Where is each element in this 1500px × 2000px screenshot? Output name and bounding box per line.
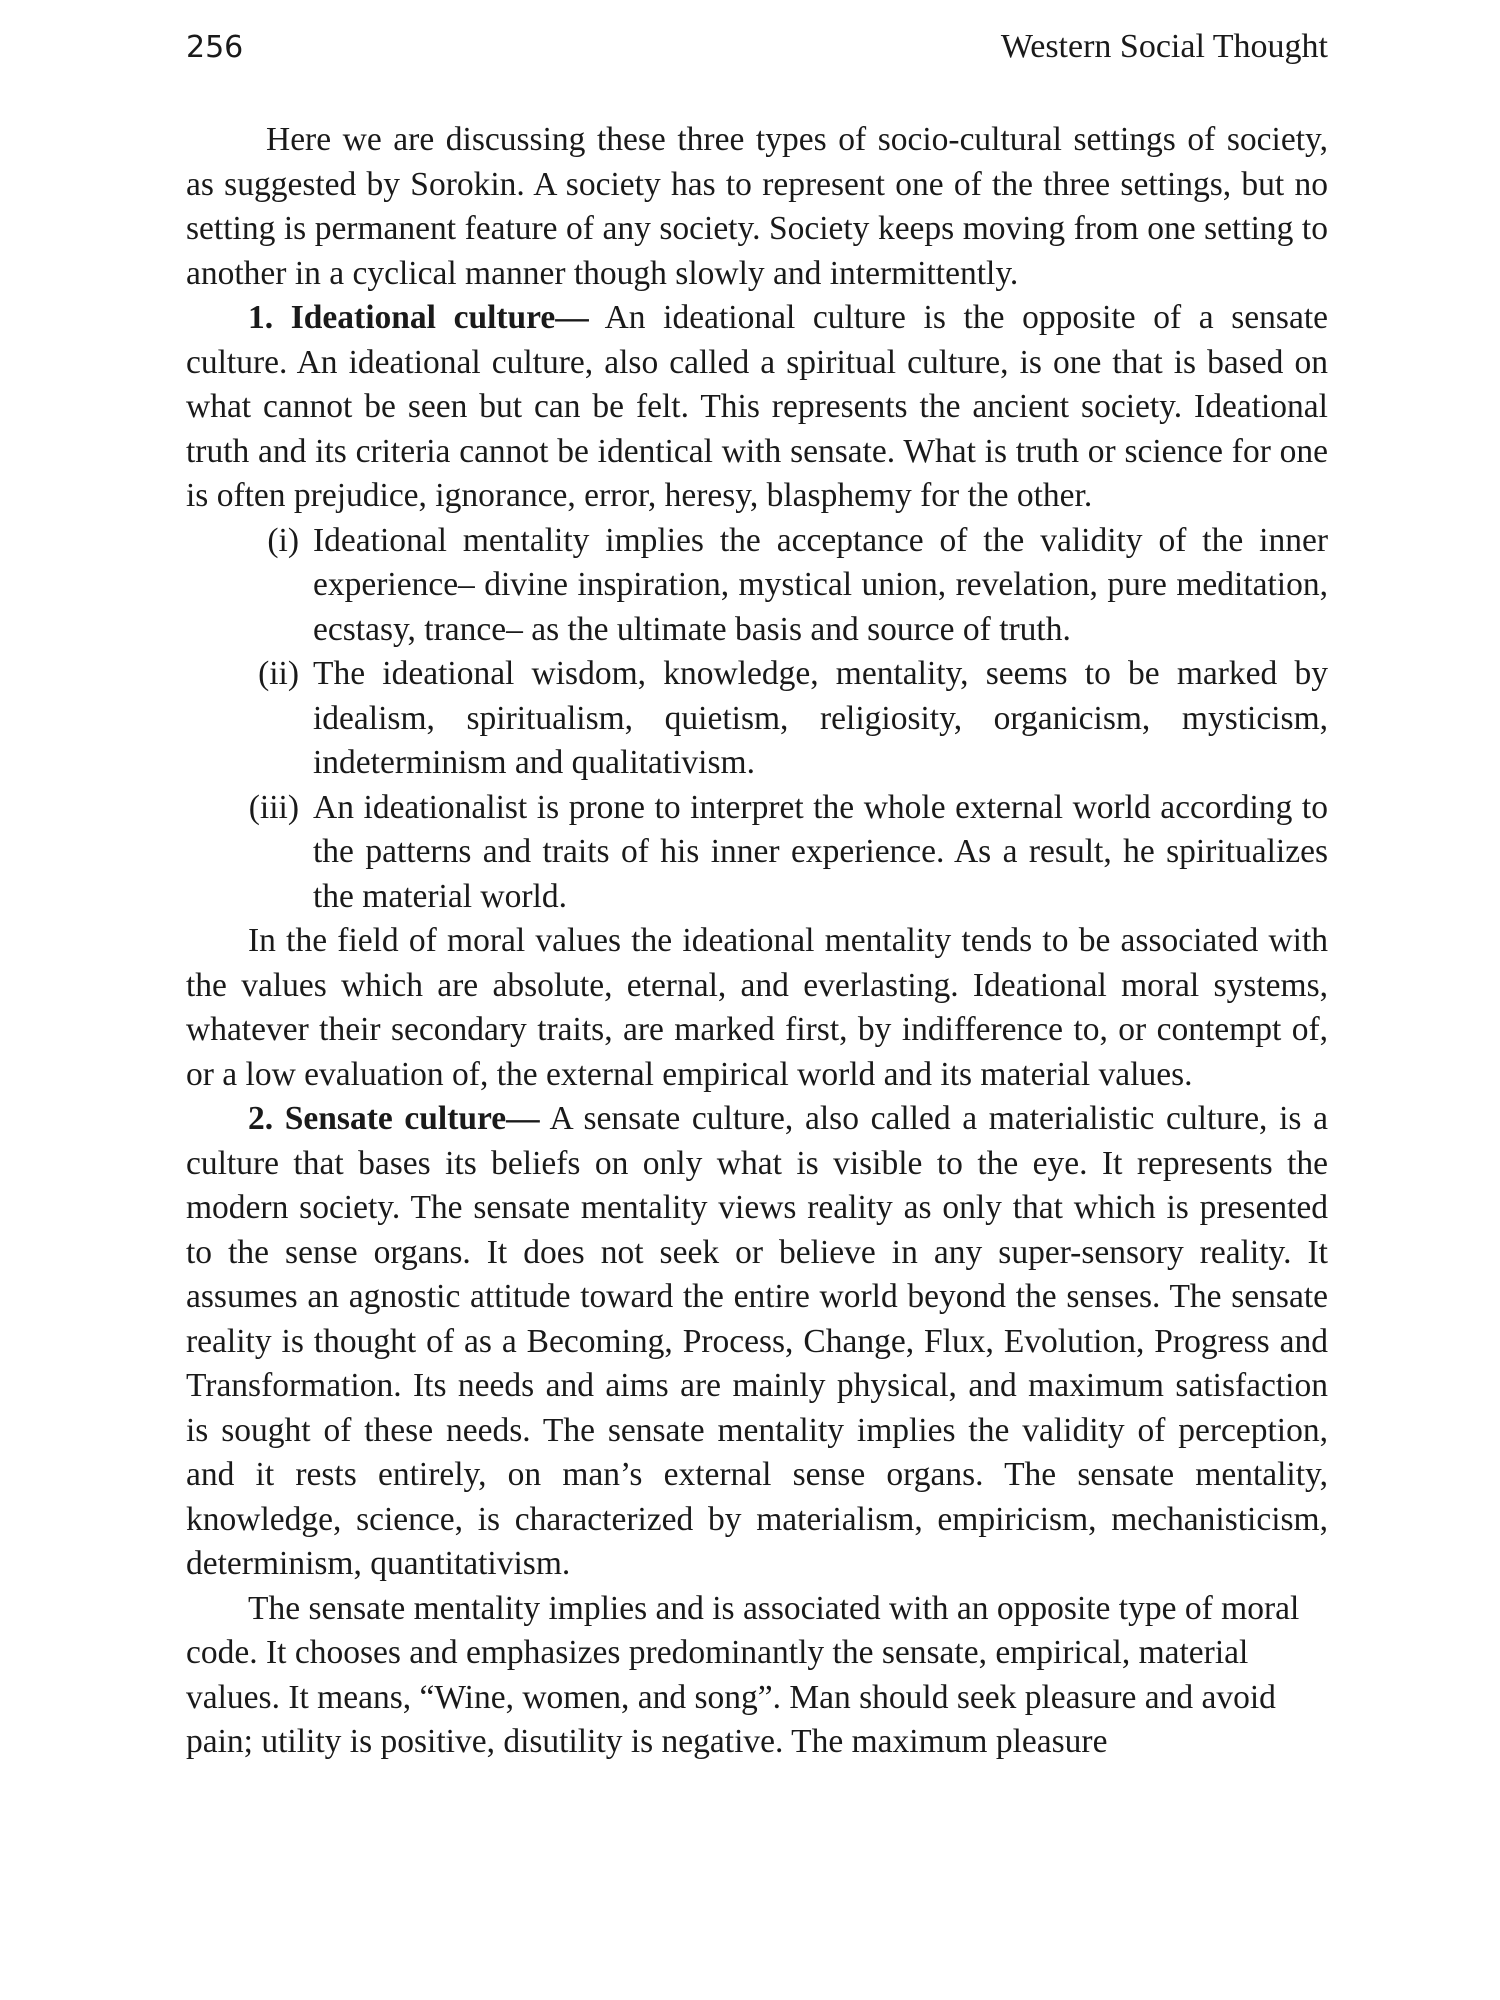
sensate-heading: 2. Sensate culture— bbox=[248, 1100, 540, 1137]
ideational-heading: 1. Ideational culture— bbox=[248, 299, 589, 336]
ideational-traits-list bbox=[186, 519, 1328, 920]
list-marker: (i) bbox=[267, 521, 299, 559]
ideational-body: An ideational culture is the opposite of a sensate culture. An ideational culture, also called a spiritual culture, is one that is based on what cannot be seen but can be felt. This represents the ancient society. Ideational truth and its criteria cannot be identical with sensate. What is truth or science for one is often prejudice, ignorance, error, heresy, blasphemy for the other. bbox=[186, 299, 1328, 514]
list-item-text: Ideational mentality implies the acceptance of the validity of the inner experience– divine inspiration, mystical union, revelation, pure meditation, ecstasy, trance– as the ultimate basis and source of truth. bbox=[313, 521, 1328, 648]
list-item bbox=[186, 519, 1328, 653]
ideational-moral-paragraph: In the field of moral values the ideational mentality tends to be associated with the values which are absolute, eternal, and everlasting. Ideational moral systems, whatever their secondary traits, are marked first, by indifference to, or contempt of, or a low evaluation of, the external empirical world and its material values. bbox=[186, 922, 1328, 1093]
list-marker: (ii) bbox=[258, 655, 299, 692]
ideational-paragraph bbox=[186, 296, 1328, 519]
list-item-text: An ideationalist is prone to interpret the whole external world according to the patterns and traits of his inner experience. As a result, he spiritualizes the material world. bbox=[313, 788, 1328, 915]
sensate-paragraph bbox=[186, 1097, 1328, 1587]
page-header bbox=[186, 28, 1328, 78]
intro-paragraph: Here we are discussing these three types of socio-cultural settings of society, as suggested by Sorokin. A society has to represent one of the three settings, but no setting is permanent feature of any society. Society keeps moving from one setting to another in a cyclical manner though slowly and intermittently. bbox=[186, 121, 1328, 292]
list-item-text: The ideational wisdom, knowledge, mentality, seems to be marked by idealism, spiritualism, quietism, religiosity, organicism, mysticism, indeterminism and qualitativism. bbox=[313, 655, 1328, 781]
body-text bbox=[186, 118, 1328, 1765]
running-head: Western Social Thought bbox=[1000, 28, 1328, 65]
sensate-moral-paragraph: The sensate mentality implies and is associated with an opposite type of moral code. It chooses and emphasizes predominantly the sensate, empirical, material values. It means, “Wine, women, and song”. Man should seek pleasure and avoid pain; utility is positive, disutility is negative. The maximum pleasure bbox=[186, 1589, 1300, 1760]
list-item bbox=[186, 652, 1328, 786]
page-number: 256 bbox=[186, 30, 244, 65]
sensate-body: A sensate culture, also called a materialistic culture, is a culture that bases its beliefs on only what is visible to the eye. It represents the modern society. The sensate mentality views reality as only that which is presented to the sense organs. It does not seek or believe in any super-sensory reality. It assumes an agnostic attitude toward the entire world beyond the senses. The sensate reality is thought of as a Becoming, Process, Change, Flux, Evolution, Progress and Transformation. Its needs and aims are mainly physical, and maximum satisfaction is sought of these needs. The sensate mentality implies the validity of perception, and it rests entirely, on man’s external sense organs. The sensate mentality, knowledge, science, is characterized by materialism, empiricism, mechanisticism, determinism, quantitativism. bbox=[186, 1100, 1329, 1582]
list-marker: (iii) bbox=[248, 788, 299, 826]
list-item bbox=[186, 786, 1328, 920]
